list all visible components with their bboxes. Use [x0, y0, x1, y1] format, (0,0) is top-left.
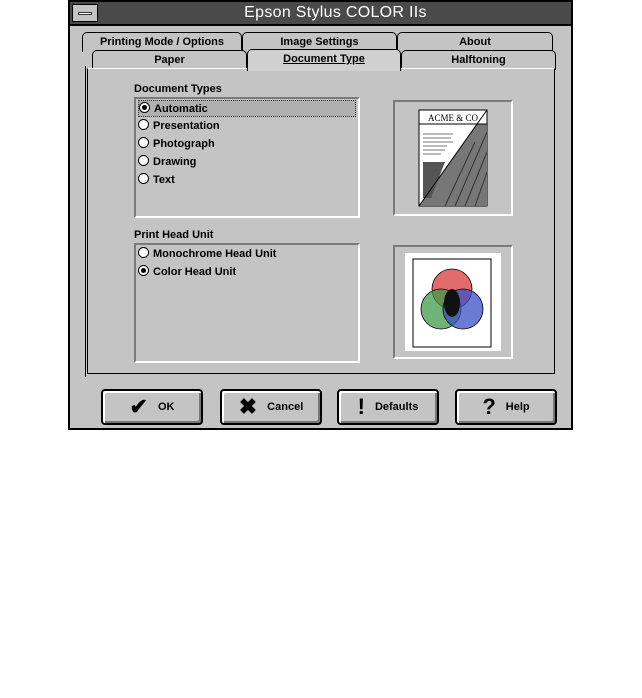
radio-selected-icon — [138, 265, 149, 276]
radio-empty-icon — [138, 155, 149, 166]
help-button[interactable] — [455, 389, 557, 425]
window-title: Epson Stylus COLOR IIs — [244, 4, 427, 21]
radio-color-head-unit[interactable] — [138, 264, 236, 281]
radio-label: Photograph — [153, 138, 215, 150]
tab-label: About — [459, 36, 491, 48]
system-menu-button[interactable] — [72, 4, 98, 22]
ok-label: OK — [157, 401, 175, 413]
radio-photograph[interactable] — [138, 136, 215, 153]
tab-label: Paper — [154, 54, 185, 66]
tab-halftoning[interactable] — [401, 50, 556, 70]
radio-automatic[interactable] — [138, 100, 356, 117]
tab-about[interactable] — [397, 32, 553, 52]
ok-button[interactable] — [101, 389, 203, 425]
color-head-preview — [393, 245, 513, 359]
radio-label: Presentation — [153, 120, 220, 132]
radio-label: Monochrome Head Unit — [153, 248, 277, 260]
checkmark-icon: ✔ — [129, 394, 148, 419]
radio-empty-icon — [138, 119, 149, 130]
tab-printing-mode-options[interactable] — [82, 32, 242, 52]
cancel-label: Cancel — [267, 401, 304, 413]
tab-label: Image Settings — [280, 36, 359, 48]
radio-selected-icon — [139, 102, 150, 113]
tab-label: Document Type — [283, 53, 365, 65]
radio-empty-icon — [138, 247, 149, 258]
defaults-label: Defaults — [374, 401, 419, 413]
radio-label: Drawing — [153, 156, 197, 168]
radio-monochrome-head-unit[interactable] — [138, 246, 276, 263]
tab-paper[interactable] — [92, 50, 247, 70]
title-bar — [70, 2, 571, 26]
printer-settings-window — [68, 0, 573, 430]
defaults-button[interactable] — [337, 389, 439, 425]
radio-label: Color Head Unit — [153, 266, 237, 278]
exclamation-icon: ! — [357, 394, 365, 419]
document-types-list — [134, 97, 360, 218]
help-label: Help — [505, 401, 530, 413]
print-head-unit-list — [134, 243, 360, 363]
color-circles-image — [395, 247, 511, 357]
radio-empty-icon — [138, 173, 149, 184]
radio-text[interactable] — [138, 172, 175, 189]
x-mark-icon: ✖ — [238, 394, 258, 419]
radio-empty-icon — [138, 137, 149, 148]
tab-label: Printing Mode / Options — [99, 36, 225, 48]
document-types-label: Document Types — [134, 83, 222, 95]
cancel-button[interactable] — [220, 389, 322, 425]
document-preview — [393, 100, 513, 216]
system-menu-icon — [78, 12, 92, 15]
radio-drawing[interactable] — [138, 154, 196, 171]
tab-document-type[interactable] — [247, 49, 401, 71]
radio-label: Automatic — [154, 103, 208, 115]
radio-label: Text — [153, 174, 175, 186]
radio-presentation[interactable] — [138, 118, 220, 135]
print-head-unit-label: Print Head Unit — [134, 229, 214, 241]
preview-header-text: ACME & CO — [427, 113, 479, 123]
document-type-panel — [87, 68, 555, 374]
tab-label: Halftoning — [451, 54, 506, 66]
question-mark-icon: ? — [482, 394, 496, 419]
document-preview-image — [395, 102, 511, 214]
